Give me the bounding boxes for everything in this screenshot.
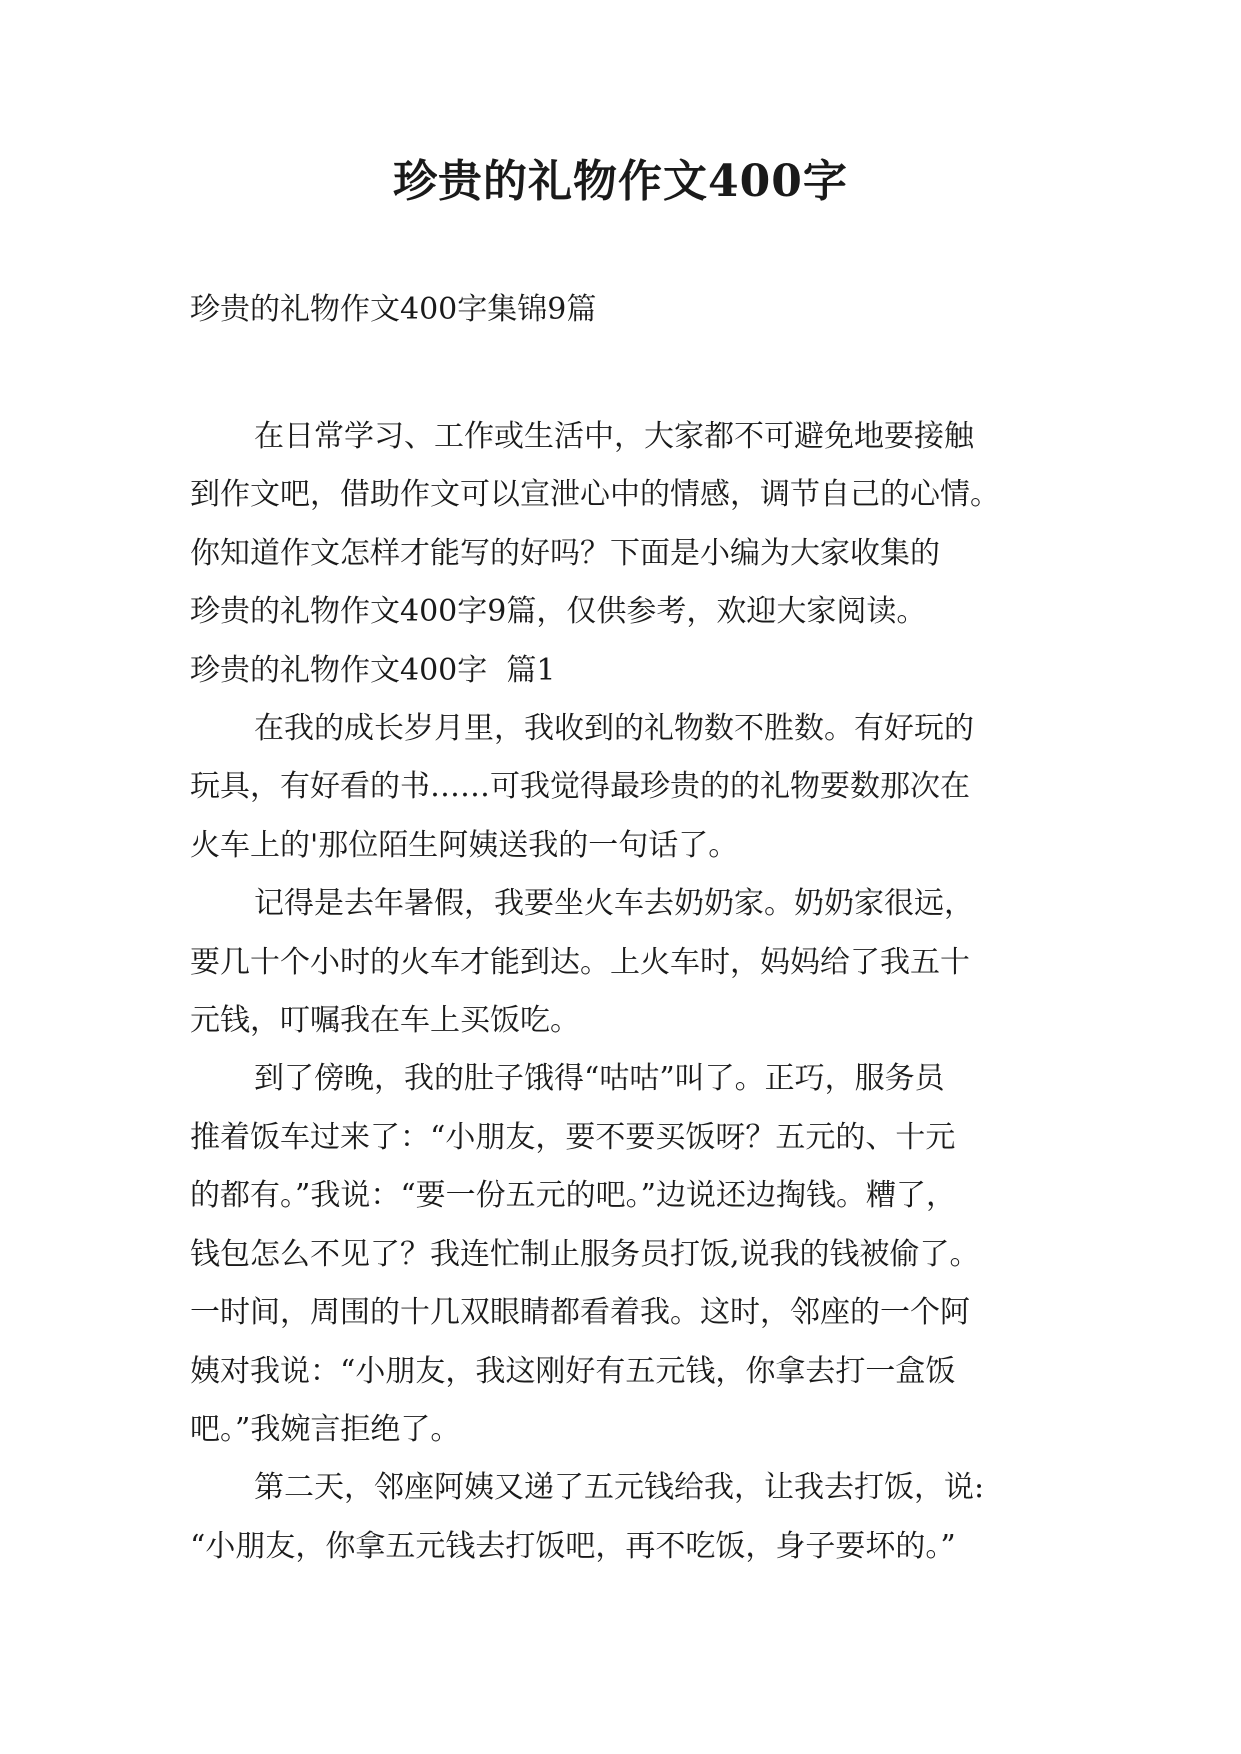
- paragraph-line: 推着饭车过来了：“小朋友，要不要买饭呀？五元的、十元: [190, 1119, 956, 1155]
- section-heading-text: 珍贵的礼物作文400字 篇1: [190, 652, 556, 688]
- paragraph-line: 第二天，邻座阿姨又递了五元钱给我，让我去打饭，说:: [254, 1470, 985, 1506]
- paragraph-line: 姨对我说：“小朋友，我这刚好有五元钱，你拿去打一盒饭: [190, 1353, 956, 1389]
- paragraph: [190, 1459, 1062, 1576]
- paragraph-line: 要几十个小时的火车才能到达。上火车时，妈妈给了我五十: [190, 944, 970, 980]
- section-heading: [190, 642, 1062, 700]
- paragraph-line: 元钱，叮嘱我在车上买饭吃。: [190, 1003, 580, 1039]
- paragraph-line: 火车上的'那位陌生阿姨送我的一句话了。: [190, 827, 739, 863]
- intro-line: 珍贵的礼物作文400字9篇，仅供参考，欢迎大家阅读。: [190, 594, 927, 630]
- paragraph-line: 到了傍晚，我的肚子饿得“咕咕”叫了。正巧，服务员: [254, 1061, 945, 1097]
- intro-line: 你知道作文怎样才能写的好吗？下面是小编为大家收集的: [190, 535, 940, 571]
- paragraph-line: 玩具，有好看的书……可我觉得最珍贵的的礼物要数那次在: [190, 769, 970, 805]
- paragraph-line: “小朋友，你拿五元钱去打饭吧，再不吃饭，身子要坏的。”: [190, 1528, 956, 1564]
- paragraph: [190, 1050, 1062, 1459]
- intro-paragraph: [190, 408, 1062, 642]
- document-title: 珍贵的礼物作文400字: [393, 156, 848, 207]
- paragraph-line: 的都有。”我说：“要一份五元的吧。”边说还边掏钱。糟了，: [190, 1178, 957, 1214]
- intro-line: 在日常学习、工作或生活中，大家都不可避免地要接触: [254, 419, 974, 454]
- paragraph: [190, 875, 1062, 1050]
- paragraph-line: 在我的成长岁月里，我收到的礼物数不胜数。有好玩的: [254, 711, 974, 747]
- document-subtitle: 珍贵的礼物作文400字集锦9篇: [190, 292, 597, 327]
- paragraph: [190, 700, 1062, 875]
- paragraph-line: 记得是去年暑假，我要坐火车去奶奶家。奶奶家很远，: [254, 886, 974, 922]
- paragraph-line: 吧。”我婉言拒绝了。: [190, 1411, 461, 1447]
- intro-line: 到作文吧，借助作文可以宣泄心中的情感，调节自己的心情。: [190, 477, 1000, 513]
- document-body: [190, 408, 1062, 1576]
- paragraph-line: 钱包怎么不见了？我连忙制止服务员打饭,说我的钱被偷了。: [190, 1236, 980, 1272]
- paragraph-line: 一时间，周围的十几双眼睛都看着我。这时，邻座的一个阿: [190, 1295, 970, 1331]
